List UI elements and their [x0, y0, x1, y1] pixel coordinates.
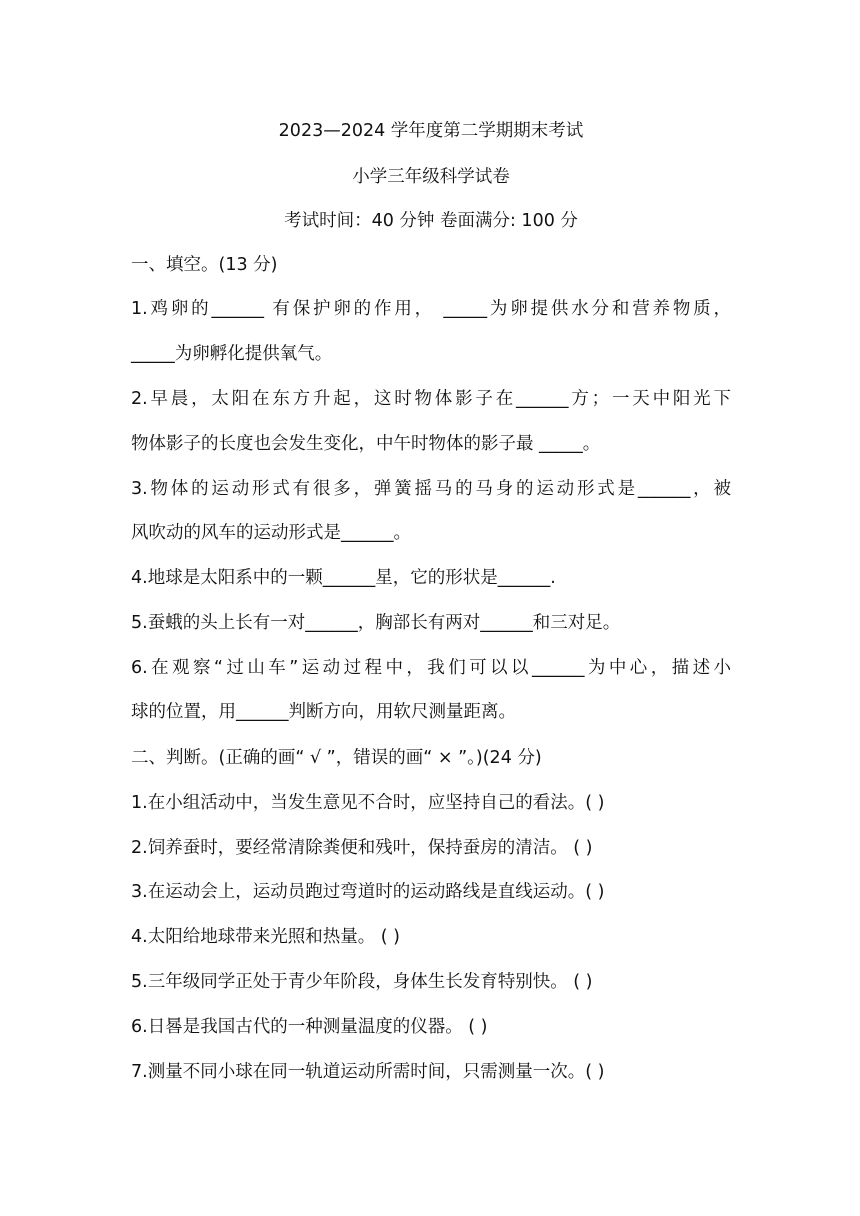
exam-subtitle: 小学三年级科学试卷	[352, 167, 510, 187]
question-line: _____为卵孵化提供氧气。	[131, 344, 333, 364]
question-line: 3.物体的运动形式有很多，弹簧摇马的马身的运动形式是______，被	[131, 479, 731, 499]
exam-info: 考试时间：40 分钟 卷面满分: 100 分	[284, 211, 578, 231]
judgment-item: 3.在运动会上，运动员跑过弯道时的运动路线是直线运动。( )	[131, 882, 605, 902]
question-line: 2.早晨，太阳在东方升起，这时物体影子在______方；一天中阳光下	[131, 389, 731, 409]
question-line: 6.在观察“过山车”运动过程中，我们可以以______为中心，描述小	[131, 658, 731, 678]
question-line: 球的位置，用______判断方向，用软尺测量距离。	[131, 702, 516, 722]
question-line: 物体影子的长度也会发生变化，中午时物体的影子最 _____。	[131, 434, 601, 454]
section-heading-fill-in: 一、填空。(13 分)	[131, 255, 278, 275]
question-line: 5.蚕蛾的头上长有一对______，胸部长有两对______和三对足。	[131, 613, 621, 633]
judgment-item: 1.在小组活动中，当发生意见不合时，应坚持自己的看法。( )	[131, 793, 605, 813]
section-heading-true-false: 二、判断。(正确的画“ √ ”，错误的画“ × ”。)(24 分)	[131, 748, 542, 768]
judgment-item: 4.太阳给地球带来光照和热量。 ( )	[131, 927, 400, 947]
judgment-item: 5.三年级同学正处于青少年阶段，身体生长发育特别快。 ( )	[131, 972, 593, 992]
question-line: 4.地球是太阳系中的一颗______星，它的形状是______.	[131, 568, 556, 588]
question-line: 1.鸡卵的______ 有保护卵的作用， _____为卵提供水分和营养物质，	[131, 299, 731, 319]
exam-title: 2023—2024 学年度第二学期期末考试	[278, 121, 584, 141]
judgment-item: 6.日晷是我国古代的一种测量温度的仪器。 ( )	[131, 1017, 488, 1037]
judgment-item: 2.饲养蚕时，要经常清除粪便和残叶，保持蚕房的清洁。 ( )	[131, 838, 593, 858]
judgment-item: 7.测量不同小球在同一轨道运动所需时间，只需测量一次。( )	[131, 1062, 605, 1082]
question-line: 风吹动的风车的运动形式是______。	[131, 523, 411, 543]
